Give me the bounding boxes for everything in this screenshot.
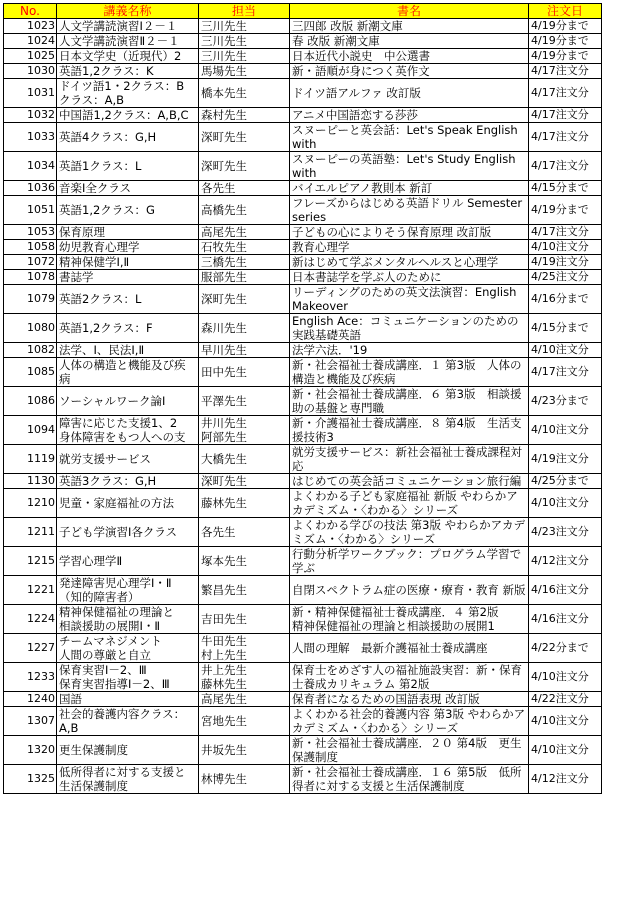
- order-date-cell: 4/19注文分: [529, 445, 602, 474]
- book-cell: ドイツ語アルファ 改訂版: [290, 79, 529, 108]
- order-date-cell: 4/17注文分: [529, 64, 602, 79]
- course-cell: 英語1,2クラス：K: [57, 64, 199, 79]
- book-cell: 保育者になるための国語表現 改訂版: [290, 692, 529, 707]
- book-cell: フレーズからはじめる英語ドリル Semester series: [290, 196, 529, 225]
- order-date-cell: 4/10注文分: [529, 416, 602, 445]
- table-row: [4, 416, 602, 445]
- course-cell: 英語1,2クラス：F: [57, 314, 199, 343]
- no-cell: 1233: [4, 663, 57, 692]
- course-cell: ソーシャルワーク論Ⅰ: [57, 387, 199, 416]
- table-row: [4, 152, 602, 181]
- no-cell: 1210: [4, 489, 57, 518]
- no-cell: 1031: [4, 79, 57, 108]
- no-cell: 1221: [4, 576, 57, 605]
- no-cell: 1024: [4, 34, 57, 49]
- table-row: [4, 518, 602, 547]
- book-cell: 三四郎 改版 新潮文庫: [290, 19, 529, 34]
- course-cell: 社会的養護内容クラス： A,B: [57, 707, 199, 736]
- book-cell: よくわかる社会的養護内容 第3版 やわらかアカデミズム・〈わかる〉シリーズ: [290, 707, 529, 736]
- teacher-cell: 林博先生: [199, 765, 290, 794]
- course-cell: 子ども学演習Ⅰ各クラス: [57, 518, 199, 547]
- course-cell: ドイツ語1・2クラス：B クラス：A,B: [57, 79, 199, 108]
- no-cell: 1325: [4, 765, 57, 794]
- teacher-cell: 深町先生: [199, 123, 290, 152]
- order-date-cell: 4/10注文分: [529, 736, 602, 765]
- order-date-cell: 4/22分まで: [529, 634, 602, 663]
- no-cell: 1032: [4, 108, 57, 123]
- no-cell: 1307: [4, 707, 57, 736]
- table-row: [4, 270, 602, 285]
- teacher-cell: 深町先生: [199, 285, 290, 314]
- teacher-cell: 高橋先生: [199, 196, 290, 225]
- no-cell: 1072: [4, 255, 57, 270]
- course-cell: 精神保健福祉の理論と 相談援助の展開Ⅰ・Ⅱ: [57, 605, 199, 634]
- book-cell: スヌーピーの英語塾：Let's Study English with: [290, 152, 529, 181]
- course-cell: 保育原理: [57, 225, 199, 240]
- book-cell: 法学六法．'19: [290, 343, 529, 358]
- no-cell: 1053: [4, 225, 57, 240]
- no-cell: 1227: [4, 634, 57, 663]
- order-date-cell: 4/19分まで: [529, 196, 602, 225]
- order-date-cell: 4/25注文分: [529, 270, 602, 285]
- book-cell: 新・社会福祉士養成講座．６ 第3版 相談援助の基盤と専門職: [290, 387, 529, 416]
- order-date-cell: 4/22注文分: [529, 692, 602, 707]
- no-cell: 1051: [4, 196, 57, 225]
- table-row: [4, 196, 602, 225]
- teacher-cell: 藤林先生: [199, 489, 290, 518]
- book-cell: 新・社会福祉士養成講座．２０ 第4版 更生保護制度: [290, 736, 529, 765]
- header-row: [4, 4, 602, 19]
- course-cell: 人文学講読演習Ⅰ２－１: [57, 19, 199, 34]
- order-date-cell: 4/12注文分: [529, 547, 602, 576]
- book-cell: 新・精神保健福祉士養成講座．４ 第2版 精神保健福祉の理論と相談援助の展開1: [290, 605, 529, 634]
- order-date-cell: 4/17注文分: [529, 79, 602, 108]
- order-date-cell: 4/23注文分: [529, 518, 602, 547]
- course-cell: 人文学講読演習Ⅱ２－１: [57, 34, 199, 49]
- table-row: [4, 285, 602, 314]
- book-cell: English Ace：コミュニケーションのための 実践基礎英語: [290, 314, 529, 343]
- teacher-cell: 三橋先生: [199, 255, 290, 270]
- no-cell: 1078: [4, 270, 57, 285]
- table-row: [4, 765, 602, 794]
- teacher-cell: 井坂先生: [199, 736, 290, 765]
- course-cell: 児童・家庭福祉の方法: [57, 489, 199, 518]
- order-date-cell: 4/19分まで: [529, 34, 602, 49]
- no-cell: 1086: [4, 387, 57, 416]
- table-row: [4, 547, 602, 576]
- course-cell: 中国語1,2クラス：A,B,C: [57, 108, 199, 123]
- order-date-cell: 4/16分まで: [529, 285, 602, 314]
- teacher-cell: 各先生: [199, 518, 290, 547]
- table-row: [4, 489, 602, 518]
- book-cell: 人間の理解 最新介護福祉士養成講座: [290, 634, 529, 663]
- course-cell: 精神保健学Ⅰ,Ⅱ: [57, 255, 199, 270]
- teacher-cell: 平澤先生: [199, 387, 290, 416]
- order-date-cell: 4/19分まで: [529, 19, 602, 34]
- teacher-cell: 吉田先生: [199, 605, 290, 634]
- order-date-cell: 4/25分まで: [529, 474, 602, 489]
- order-date-cell: 4/15分まで: [529, 314, 602, 343]
- book-cell: 新・社会福祉士養成講座．１ 第3版 人体の構造と機能及び疾病: [290, 358, 529, 387]
- book-cell: 新・語順が身につく英作文: [290, 64, 529, 79]
- order-date-cell: 4/17注文分: [529, 358, 602, 387]
- course-cell: 音楽Ⅰ全クラス: [57, 181, 199, 196]
- no-cell: 1320: [4, 736, 57, 765]
- header-order-date: 注文日: [529, 4, 602, 19]
- teacher-cell: 井川先生 阿部先生: [199, 416, 290, 445]
- teacher-cell: 各先生: [199, 181, 290, 196]
- book-cell: 新・介護福祉士養成講座．８ 第4版 生活支援技術3: [290, 416, 529, 445]
- book-cell: はじめての英会話コミュニケーション旅行編: [290, 474, 529, 489]
- no-cell: 1224: [4, 605, 57, 634]
- book-cell: 保育士をめざす人の福祉施設実習：新・保育士養成カリキュラム 第2版: [290, 663, 529, 692]
- teacher-cell: 服部先生: [199, 270, 290, 285]
- book-cell: 新はじめて学ぶメンタルヘルスと心理学: [290, 255, 529, 270]
- teacher-cell: 繁昌先生: [199, 576, 290, 605]
- order-date-cell: 4/15分まで: [529, 181, 602, 196]
- course-cell: 学習心理学Ⅱ: [57, 547, 199, 576]
- table-row: [4, 445, 602, 474]
- table-row: [4, 108, 602, 123]
- header-no: No.: [4, 4, 57, 19]
- table-row: [4, 255, 602, 270]
- book-cell: よくわかる子ども家庭福祉 新版 やわらかアカデミズム・〈わかる〉シリーズ: [290, 489, 529, 518]
- table-row: [4, 692, 602, 707]
- table-row: [4, 474, 602, 489]
- course-cell: 日本文学史（近現代）2: [57, 49, 199, 64]
- course-cell: 低所得者に対する支援と 生活保護制度: [57, 765, 199, 794]
- course-cell: 法学、Ⅰ、民法Ⅰ,Ⅱ: [57, 343, 199, 358]
- table-row: [4, 123, 602, 152]
- no-cell: 1085: [4, 358, 57, 387]
- course-cell: 国語: [57, 692, 199, 707]
- course-cell: 障害に応じた支援1、2 身体障害をもつ人への支: [57, 416, 199, 445]
- order-date-cell: 4/17注文分: [529, 108, 602, 123]
- table-row: [4, 634, 602, 663]
- teacher-cell: 橋本先生: [199, 79, 290, 108]
- course-cell: 英語1クラス：L: [57, 152, 199, 181]
- no-cell: 1215: [4, 547, 57, 576]
- order-date-cell: 4/10注文分: [529, 343, 602, 358]
- book-cell: 子どもの心によりそう保育原理 改訂版: [290, 225, 529, 240]
- book-cell: アニメ中国語恋する莎莎: [290, 108, 529, 123]
- book-cell: 春 改版 新潮文庫: [290, 34, 529, 49]
- teacher-cell: 三川先生: [199, 49, 290, 64]
- order-date-cell: 4/10注文分: [529, 240, 602, 255]
- no-cell: 1082: [4, 343, 57, 358]
- course-cell: 保育実習Ⅰ－2、Ⅲ 保育実習指導Ⅰ－2、Ⅲ: [57, 663, 199, 692]
- table-row: [4, 343, 602, 358]
- book-cell: スヌーピーと英会話：Let's Speak English with: [290, 123, 529, 152]
- book-cell: 自閉スペクトラム症の医療・療育・教育 新版: [290, 576, 529, 605]
- order-date-cell: 4/16注文分: [529, 605, 602, 634]
- course-cell: 発達障害児心理学Ⅰ・Ⅱ （知的障害者）: [57, 576, 199, 605]
- course-cell: 英語1,2クラス：G: [57, 196, 199, 225]
- no-cell: 1119: [4, 445, 57, 474]
- table-row: [4, 314, 602, 343]
- book-cell: バイエルピアノ教則本 新訂: [290, 181, 529, 196]
- table-row: [4, 79, 602, 108]
- book-cell: リーディングのための英文法演習：English Makeover: [290, 285, 529, 314]
- teacher-cell: 塚本先生: [199, 547, 290, 576]
- book-cell: 教育心理学: [290, 240, 529, 255]
- teacher-cell: 牛田先生 村上先生: [199, 634, 290, 663]
- teacher-cell: 大橋先生: [199, 445, 290, 474]
- header-book: 書名: [290, 4, 529, 19]
- no-cell: 1025: [4, 49, 57, 64]
- no-cell: 1036: [4, 181, 57, 196]
- course-cell: 英語2クラス：L: [57, 285, 199, 314]
- table-row: [4, 358, 602, 387]
- no-cell: 1080: [4, 314, 57, 343]
- course-cell: 英語4クラス：G,H: [57, 123, 199, 152]
- teacher-cell: 森川先生: [199, 314, 290, 343]
- table-row: [4, 240, 602, 255]
- textbook-order-table: [3, 3, 602, 794]
- teacher-cell: 高尾先生: [199, 225, 290, 240]
- no-cell: 1030: [4, 64, 57, 79]
- table-row: [4, 387, 602, 416]
- order-date-cell: 4/17注文分: [529, 123, 602, 152]
- table-row: [4, 225, 602, 240]
- order-date-cell: 4/10注文分: [529, 489, 602, 518]
- table-row: [4, 34, 602, 49]
- teacher-cell: 井上先生 藤林先生: [199, 663, 290, 692]
- table-row: [4, 736, 602, 765]
- no-cell: 1058: [4, 240, 57, 255]
- table-row: [4, 64, 602, 79]
- table-row: [4, 181, 602, 196]
- no-cell: 1033: [4, 123, 57, 152]
- table-row: [4, 576, 602, 605]
- order-date-cell: 4/17注文分: [529, 152, 602, 181]
- book-cell: 日本書誌学を学ぶ人のために: [290, 270, 529, 285]
- no-cell: 1130: [4, 474, 57, 489]
- course-cell: 更生保護制度: [57, 736, 199, 765]
- table-row: [4, 19, 602, 34]
- order-date-cell: 4/10注文分: [529, 663, 602, 692]
- teacher-cell: 森村先生: [199, 108, 290, 123]
- teacher-cell: 深町先生: [199, 152, 290, 181]
- order-date-cell: 4/19分まで: [529, 49, 602, 64]
- no-cell: 1211: [4, 518, 57, 547]
- teacher-cell: 三川先生: [199, 19, 290, 34]
- book-cell: 行動分析学ワークブック：プログラム学習で学ぶ: [290, 547, 529, 576]
- course-cell: 書誌学: [57, 270, 199, 285]
- order-date-cell: 4/16注文分: [529, 576, 602, 605]
- no-cell: 1240: [4, 692, 57, 707]
- book-cell: よくわかる学びの技法 第3版 やわらかアカデミズム・〈わかる〉シリーズ: [290, 518, 529, 547]
- course-cell: 人体の構造と機能及び疾病: [57, 358, 199, 387]
- teacher-cell: 石牧先生: [199, 240, 290, 255]
- header-course: 講義名称: [57, 4, 199, 19]
- table-row: [4, 663, 602, 692]
- order-date-cell: 4/19注文分: [529, 255, 602, 270]
- table-row: [4, 605, 602, 634]
- no-cell: 1023: [4, 19, 57, 34]
- teacher-cell: 馬場先生: [199, 64, 290, 79]
- table-row: [4, 707, 602, 736]
- header-teacher: 担当: [199, 4, 290, 19]
- teacher-cell: 三川先生: [199, 34, 290, 49]
- order-date-cell: 4/23分まで: [529, 387, 602, 416]
- course-cell: 幼児教育心理学: [57, 240, 199, 255]
- no-cell: 1034: [4, 152, 57, 181]
- teacher-cell: 宮地先生: [199, 707, 290, 736]
- teacher-cell: 高尾先生: [199, 692, 290, 707]
- no-cell: 1079: [4, 285, 57, 314]
- teacher-cell: 深町先生: [199, 474, 290, 489]
- course-cell: 就労支援サービス: [57, 445, 199, 474]
- book-cell: 就労支援サービス：新社会福祉士養成課程対応: [290, 445, 529, 474]
- course-cell: 英語3クラス：G,H: [57, 474, 199, 489]
- order-date-cell: 4/12注文分: [529, 765, 602, 794]
- course-cell: チームマネジメント 人間の尊厳と自立: [57, 634, 199, 663]
- teacher-cell: 早川先生: [199, 343, 290, 358]
- order-date-cell: 4/10注文分: [529, 707, 602, 736]
- book-cell: 新・社会福祉士養成講座．１６ 第5版 低所得者に対する支援と生活保護制度: [290, 765, 529, 794]
- book-cell: 日本近代小説史 中公選書: [290, 49, 529, 64]
- no-cell: 1094: [4, 416, 57, 445]
- teacher-cell: 田中先生: [199, 358, 290, 387]
- order-date-cell: 4/17注文分: [529, 225, 602, 240]
- table-row: [4, 49, 602, 64]
